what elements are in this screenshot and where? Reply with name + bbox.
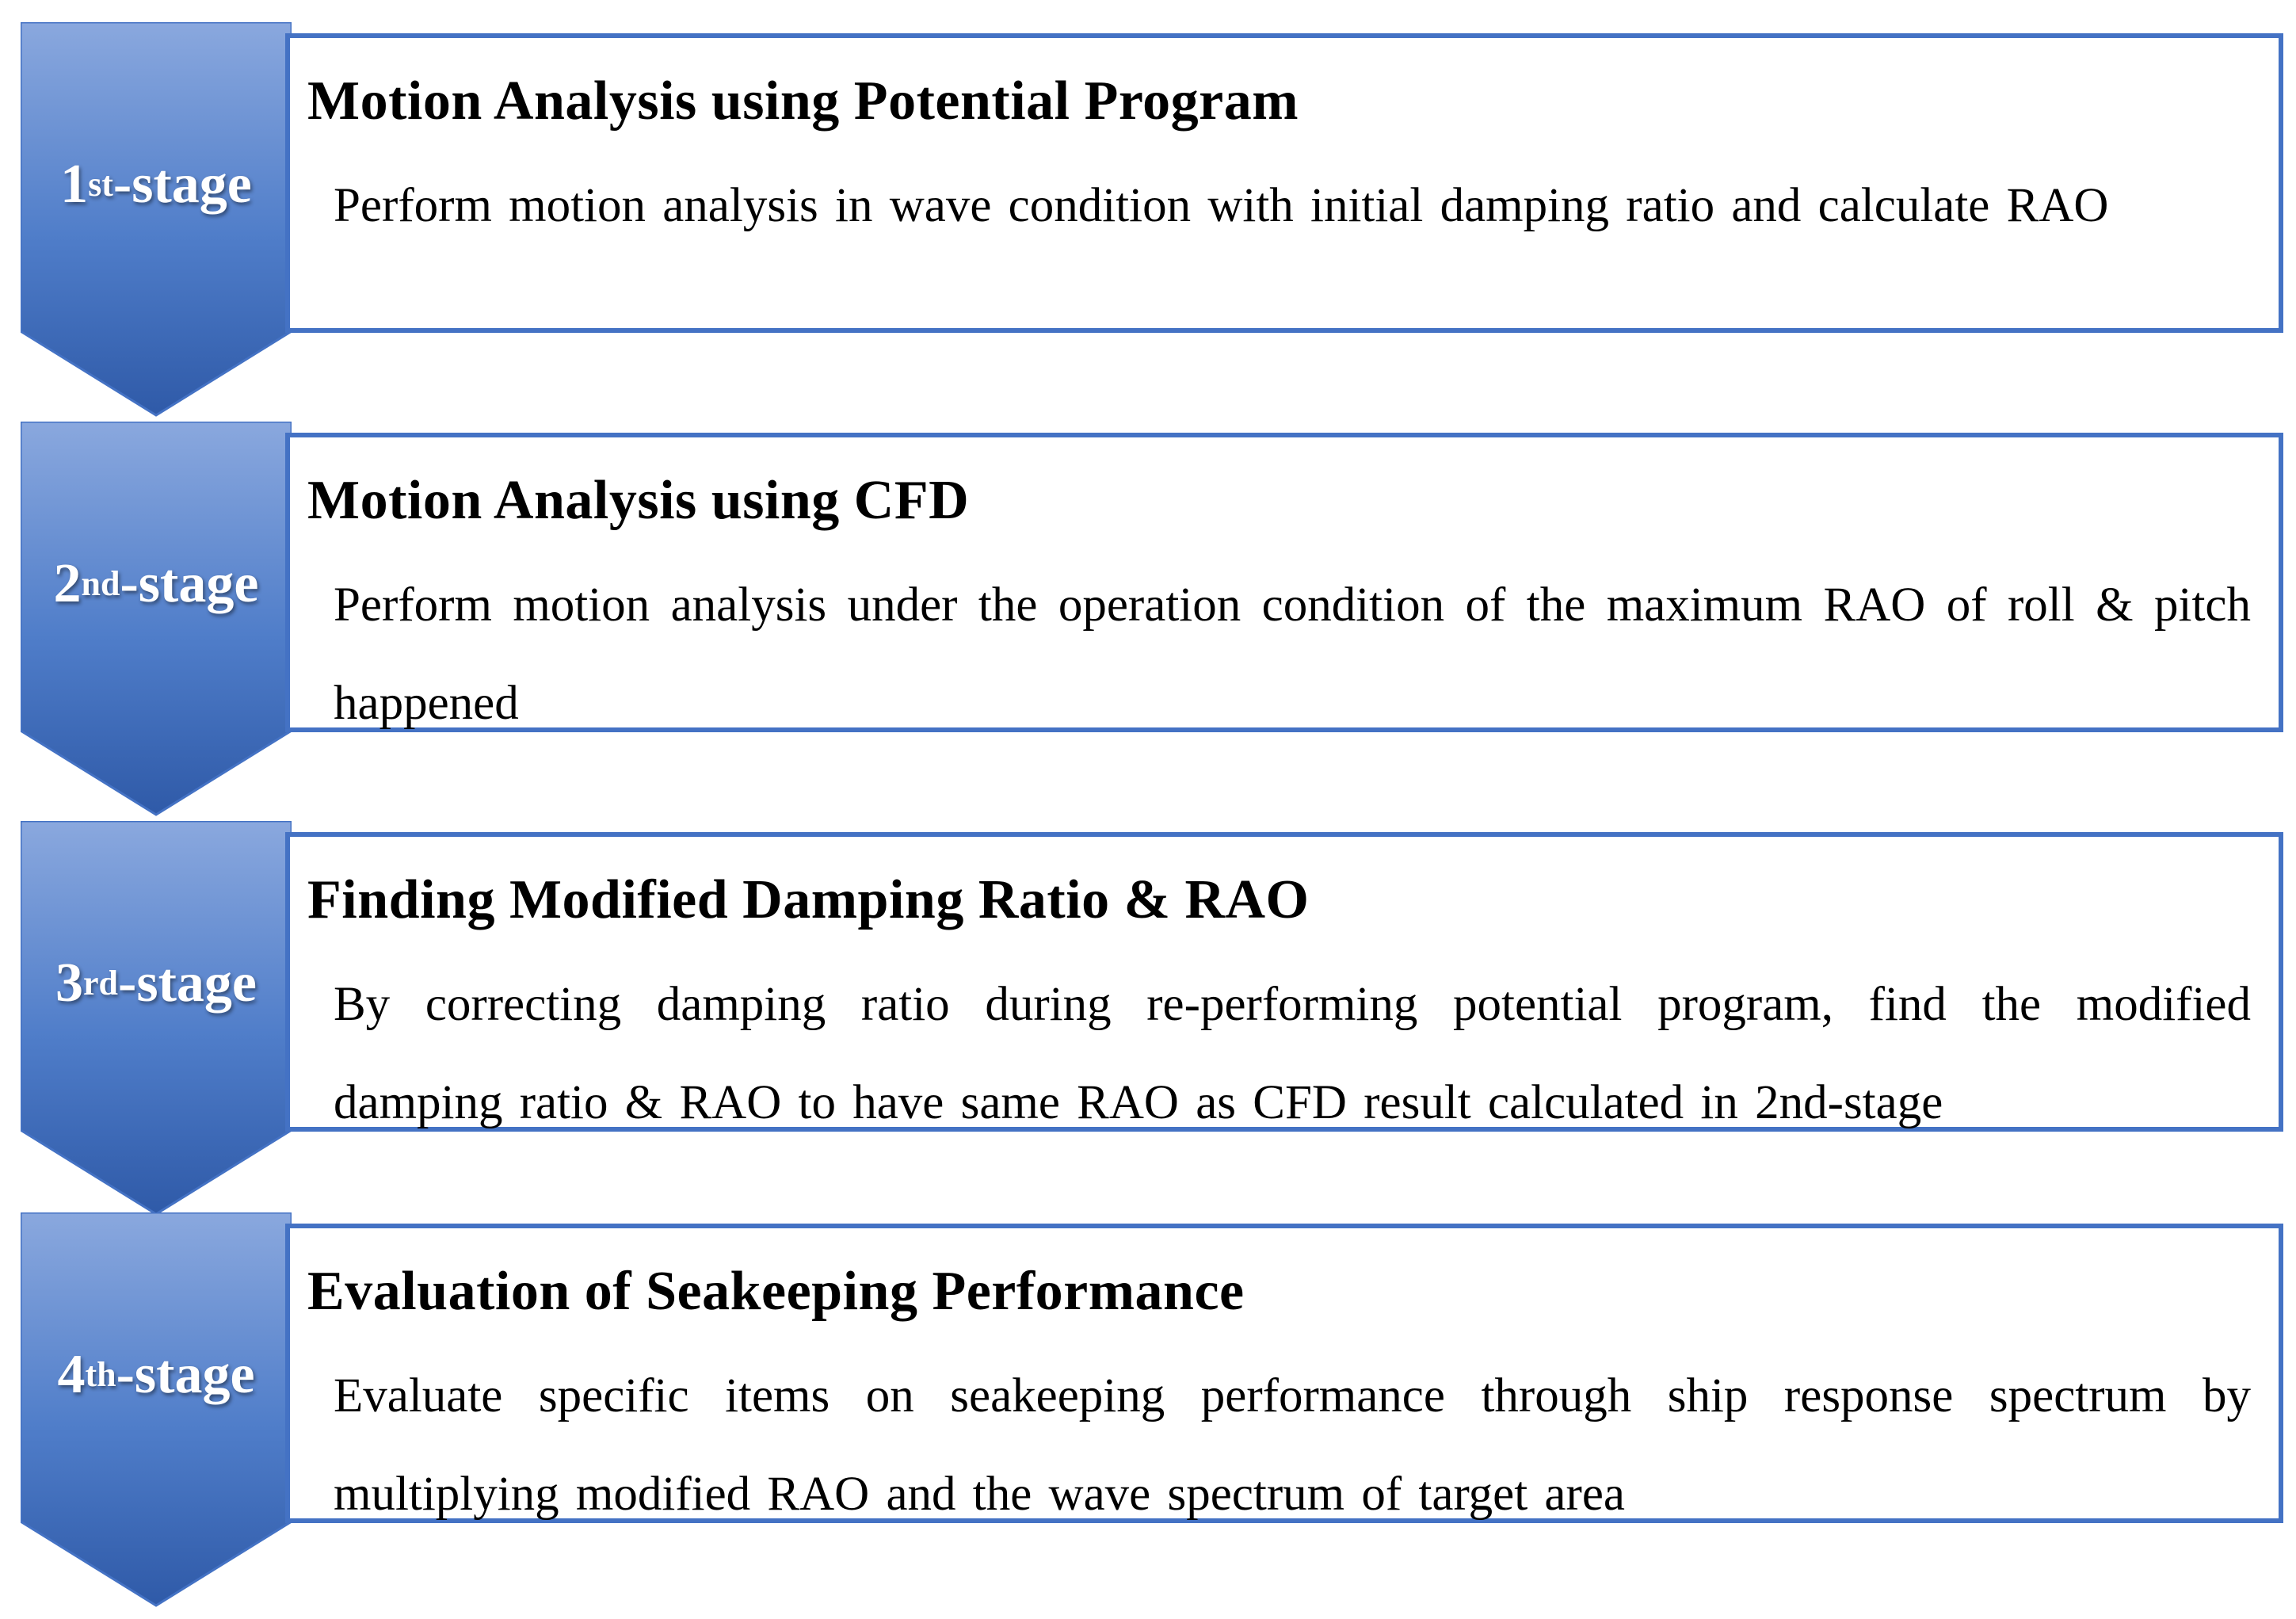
stage-1-description: Perform motion analysis in wave condition with initial damping ratio and calculate RAO (334, 179, 2109, 232)
stage-2-label: 2 nd -stage (53, 553, 259, 614)
stage-4-label-tail: -stage (116, 1344, 255, 1405)
stage-2-title: Motion Analysis using CFD (307, 470, 970, 531)
stage-1 (0, 22, 2296, 426)
stage-2-description: Perform motion analysis under the operation condition of the maximum RAO of roll & pitch happened (334, 578, 2251, 730)
stage-2-box (285, 433, 2283, 732)
stage-1-title: Motion Analysis using Potential Program (307, 71, 1299, 132)
stage-2-label-tail: -stage (120, 553, 259, 614)
stage-4-title: Evaluation of Seakeeping Performance (307, 1261, 1245, 1322)
stage-2 (0, 422, 2296, 826)
stage-4 (0, 1212, 2296, 1617)
stage-2-number: 2 (53, 553, 82, 614)
stage-3-box (285, 832, 2283, 1132)
stage-3-description: By correcting damping ratio during re-performing potential program, find the modified damping ratio & RAO to have same RAO as CFD result calculated in 2nd-stage (334, 978, 2251, 1129)
stage-1-label-tail: -stage (113, 154, 252, 215)
stage-3-label-tail: -stage (118, 953, 257, 1014)
stage-1-number: 1 (60, 154, 89, 215)
stage-3-number: 3 (55, 953, 84, 1014)
stage-4-number: 4 (57, 1344, 86, 1405)
stage-4-label: 4 th -stage (57, 1344, 255, 1405)
stage-4-description: Evaluate specific items on seakeeping performance through ship response spectrum by multiplying modified RAO and the wave spectrum of target area (334, 1369, 2251, 1521)
stage-3-title: Finding Modified Damping Ratio & RAO (307, 869, 1310, 930)
stage-1-box (285, 33, 2283, 333)
stage-3 (0, 821, 2296, 1225)
stage-3-label: 3 rd -stage (55, 953, 257, 1014)
stage-4-box (285, 1224, 2283, 1523)
stage-1-label: 1 st -stage (60, 154, 252, 215)
